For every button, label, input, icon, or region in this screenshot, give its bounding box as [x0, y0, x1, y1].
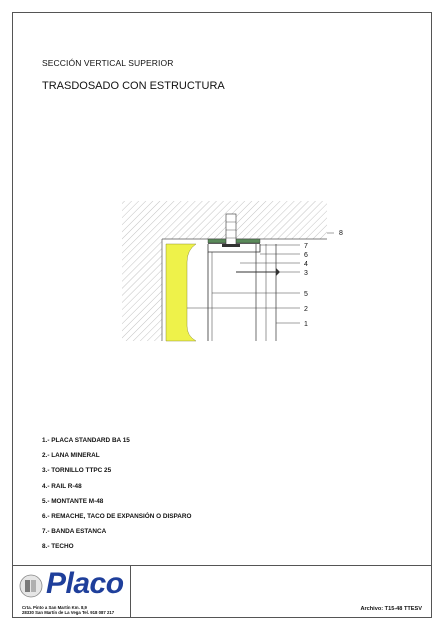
- legend-item: 1.- PLACA STANDARD BA 15: [42, 437, 130, 444]
- legend-item: 3.- TORNILLO TTPC 25: [42, 467, 112, 475]
- ceiling-slab: [122, 201, 327, 239]
- anchor-head: [222, 244, 240, 247]
- callout-number: 3: [304, 270, 308, 277]
- leader-lines: [187, 233, 334, 323]
- callout-numbers: [304, 230, 343, 328]
- callout-number: 2: [304, 306, 308, 313]
- callout-number: 1: [304, 321, 308, 328]
- callout-number: 8: [339, 230, 343, 237]
- callout-number: 5: [304, 291, 308, 298]
- sheet-title: TRASDOSADO CON ESTRUCTURA: [42, 80, 225, 92]
- support-wall: [122, 239, 162, 341]
- legend-item: 7.- BANDA ESTANCA: [42, 528, 107, 536]
- sheet-subtitle: SECCIÓN VERTICAL SUPERIOR: [42, 58, 174, 68]
- placo-logo-text: Placo: [46, 567, 124, 600]
- file-reference: Archivo: T15-48 TTESV: [360, 606, 422, 612]
- callout-number: 7: [304, 243, 308, 250]
- legend-item: 2.- LANA MINERAL: [42, 452, 100, 460]
- callout-number: 4: [304, 261, 308, 268]
- title-block-divider: [130, 566, 131, 618]
- legend-item: 8.- TECHO: [42, 543, 74, 551]
- legend-item: 4.- RAIL R-48: [42, 482, 82, 490]
- address-line: Crta. Pinto a San Martín Km. 8,9: [22, 605, 87, 610]
- placo-logo-icon: [19, 574, 43, 598]
- company-address: [22, 605, 114, 615]
- component-legend: [42, 436, 191, 558]
- legend-item: 6.- REMACHE, TACO DE EXPANSIÓN O DISPARO: [42, 512, 192, 520]
- screw-head: [276, 268, 280, 276]
- title-block: [12, 565, 432, 618]
- mineral-wool: [166, 244, 196, 341]
- callout-number: 6: [304, 252, 308, 259]
- address-line: 28330 San Martín de La Vega Tel. 918 087 217: [22, 610, 115, 616]
- legend-item: 5.- MONTANTE M-48: [42, 497, 104, 505]
